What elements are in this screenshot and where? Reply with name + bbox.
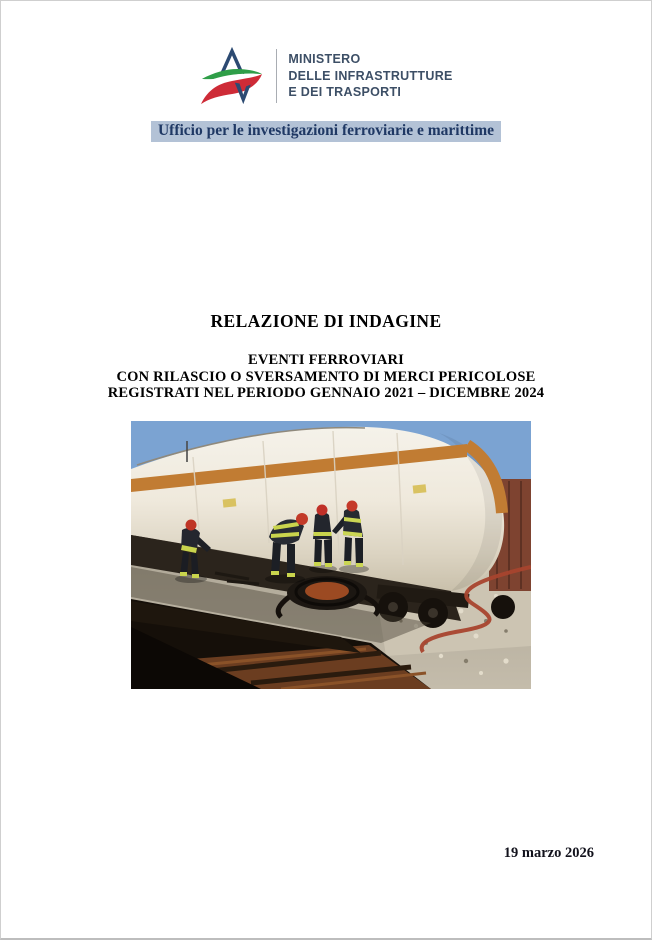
ministry-name-line: E DEI TRASPORTI: [288, 85, 402, 100]
ministry-name-line: MINISTERO: [288, 52, 361, 67]
logo-separator: [276, 49, 277, 103]
subtitle-line: CON RILASCIO O SVERSAMENTO DI MERCI PERICOLOSE: [116, 368, 536, 385]
report-date: 19 marzo 2026: [503, 845, 594, 861]
office-banner-text: Ufficio per le investigazioni ferroviarie e marittime: [151, 121, 501, 142]
cover-photo-image: [131, 421, 531, 689]
report-title: RELAZIONE DI INDAGINE: [210, 311, 442, 331]
ministry-name-line: DELLE INFRASTRUTTURE: [288, 68, 453, 83]
ministry-logo-block: [1, 45, 651, 107]
ministry-name: [288, 51, 452, 101]
report-subtitle: [1, 352, 651, 402]
subtitle-line: EVENTI FERROVIARI: [247, 352, 405, 368]
office-banner: [1, 121, 651, 142]
mit-star-logo-icon: [199, 45, 265, 107]
subtitle-line: REGISTRATI NEL PERIODO GENNAIO 2021 – DICEMBRE 2024: [107, 385, 545, 401]
